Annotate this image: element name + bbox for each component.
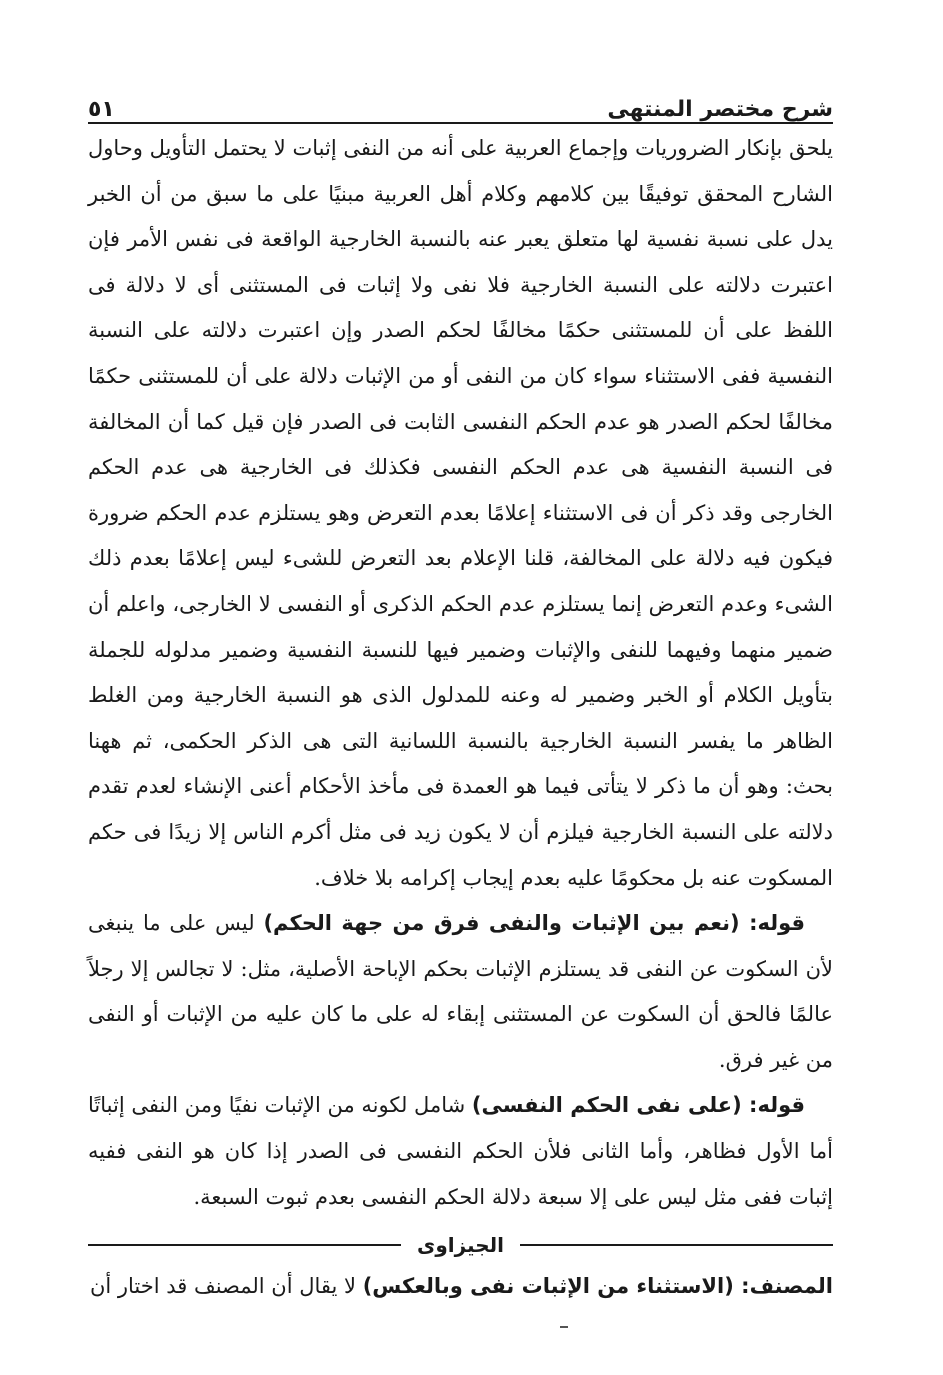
main-text bbox=[88, 126, 833, 1220]
page-number: ٥١ bbox=[88, 97, 115, 122]
paragraph-3-text: شامل لكونه من الإثبات نفيًا ومن النفى إثباتًا أما الأول فظاهر، وأما الثانى فلأن الحكم النفسى فى الصدر إذا كان هو النفى ففيه إثبات ففى مثل ليس على إلا سبعة دلالة الحكم النفسى بعدم ثبوت السبعة. bbox=[88, 1093, 833, 1209]
footnote-text bbox=[88, 1264, 833, 1308]
divider-label: الجيزاوى bbox=[416, 1233, 504, 1257]
divider-line-left bbox=[88, 1244, 401, 1246]
paragraph-2-lead: قوله: (نعم بين الإثبات والنفى فرق من جهة الحكم) bbox=[263, 911, 806, 936]
paragraph-2-text: ليس على ما ينبغى لأن السكوت عن النفى قد يستلزم الإثبات بحكم الإباحة الأصلية، مثل: لا تجالس إلا رجلاً عالمًا فالحق أن السكوت عن المستثنى إبقاء له على ما كان عليه من الإثبات أو النفى من غير فرق. bbox=[88, 911, 833, 1072]
footnote-lead: المصنف: (الاستثناء من الإثبات نفى وبالعكس) bbox=[362, 1274, 833, 1298]
footnote-body: لا يقال أن المصنف قد اختار أن bbox=[89, 1274, 363, 1298]
paragraph-2 bbox=[88, 901, 833, 1083]
divider-line-right bbox=[520, 1244, 833, 1246]
paragraph-1: يلحق بإنكار الضروريات وإجماع العربية على أنه من النفى إثبات لا يحتمل التأويل وحاول الشارح المحقق توفيقًا بين كلامهم وكلام أهل العربية مبنيًا على ما سبق من أن الخبر يدل على نسبة نفسية لها متعلق يعبر عنه بالنسبة الخارجية الواقعة فى نفس الأمر فإن اعتبرت دلالته على النسبة الخارجية فلا نفى ولا إثبات فى المستثنى أى لا دلالة فى اللفظ على أن للمستثنى حكمًا مخالفًا لحكم الصدر وإن اعتبرت دلالته على النسبة النفسية ففى الاستثناء سواء كان من النفى أو من الإثبات دلالة على أن للمستثنى حكمًا مخالفًا لحكم الصدر هو عدم الحكم النفسى الثابت فى الصدر فإن قيل كما أن المخالفة فى النسبة النفسية هى عدم الحكم النفسى فكذلك فى الخارجية هى عدم الحكم الخارجى وقد ذكر أن فى الاستثناء إعلامًا بعدم التعرض وهو يستلزم عدم الحكم ضرورة فيكون فيه دلالة على المخالفة، قلنا الإعلام بعد التعرض للشىء ليس إعلامًا بعدم ذلك الشىء وعدم التعرض إنما يستلزم عدم الحكم الذكرى أو النفسى لا الخارجى، واعلم أن ضمير منهما وفيهما للنفى والإثبات وضمير فيها للنسبة النفسية وضمير مدلوله للجملة بتأويل الكلام أو الخبر وضمير له وعنه للمدلول الذى هو النسبة الخارجية ومن الغلط الظاهر ما يفسر النسبة الخارجية بالنسبة اللسانية التى هى الذكر الحكمى، ثم ههنا بحث: وهو أن ما ذكر لا يتأتى فيما هو العمدة فى مأخذ الأحكام أعنى الإنشاء لعدم تقدم دلالته على النسبة الخارجية فيلزم أن لا يكون زيد فى مثل أكرم الناس إلا زيدًا فى حكم المسكوت عنه بل محكومًا عليه بعدم إيجاب إكرامه بلا خلاف. bbox=[88, 136, 833, 890]
header-rule bbox=[88, 122, 833, 124]
page-mark bbox=[560, 1326, 568, 1328]
paragraph-3 bbox=[88, 1083, 833, 1220]
paragraph-3-lead: قوله: (على نفى الحكم النفسى) bbox=[471, 1093, 805, 1118]
section-divider bbox=[88, 1230, 833, 1260]
page-header bbox=[88, 86, 833, 122]
running-title: شرح مختصر المنتهى bbox=[607, 97, 833, 122]
